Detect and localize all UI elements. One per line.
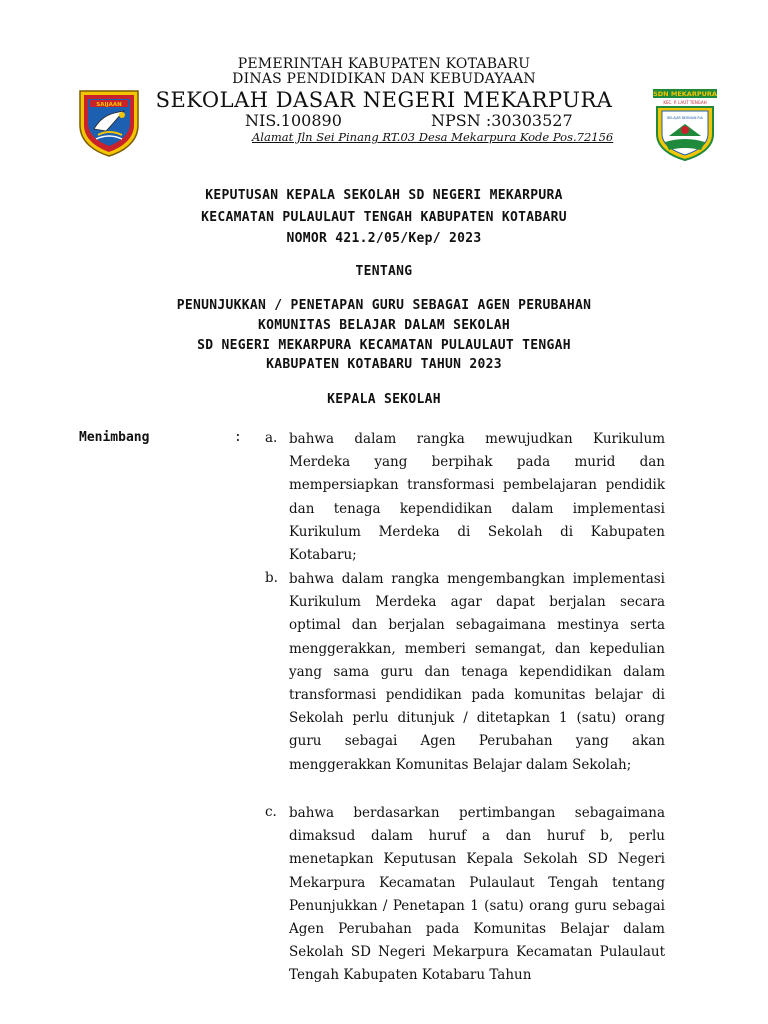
kepala-sekolah-heading: KEPALA SEKOLAH <box>327 392 441 407</box>
letterhead-government: PEMERINTAH KABUPATEN KOTABARU <box>237 56 531 72</box>
decree-title-line2: KECAMATAN PULAULAUT TENGAH KABUPATEN KOTABARU <box>201 210 567 225</box>
subject-line1: PENUNJUKKAN / PENETAPAN GURU SEBAGAI AGEN PERUBAHAN <box>176 298 592 313</box>
item-c-marker: c. <box>265 804 277 820</box>
subject-line3: SD NEGERI MEKARPURA KECAMATAN PULAULAUT TENGAH <box>197 338 571 353</box>
decree-title-line1: KEPUTUSAN KEPALA SEKOLAH SD NEGERI MEKARPURA <box>205 188 563 203</box>
item-c-text: bahwa berdasarkan pertimbangan sebagaimana dimaksud dalam huruf a dan huruf b, perlu menetapkan Keputusan Kepala Sekolah SD Negeri Mekarpura Kecamatan Pulaulaut Tengah tentang Penunjukkan / Penetapan 1 (satu) orang guru sebagai Agen Perubahan pada Komunitas Belajar dalam Sekolah SD Negeri Mekarpura Kecamatan Pulaulaut Tengah Kabupaten Kotabaru Tahun <box>289 805 665 984</box>
item-a-text: bahwa dalam rangka mewujudkan Kurikulum Merdeka yang berpihak pada murid dan mempersiapkan transformasi pembelajaran pendidik dan tenaga kependidikan dalam implementasi Kurikulum Merdeka di Sekolah di Kabupaten Kotabaru; <box>289 431 665 564</box>
item-b-marker: b. <box>265 570 278 586</box>
right-logo-motto: BELAJAR BERMAIN RIA <box>667 116 703 120</box>
letterhead-department: DINAS PENDIDIKAN DAN KEBUDAYAAN <box>232 71 536 87</box>
school-emblem-icon <box>651 88 719 162</box>
item-a-marker: a. <box>265 430 278 446</box>
right-logo-title: SDN MEKARPURA <box>653 90 717 98</box>
decree-number: NOMOR 421.2/05/Kep/ 2023 <box>286 231 482 246</box>
letterhead-npsn: NPSN :30303527 <box>431 111 573 130</box>
letterhead <box>0 52 768 172</box>
letterhead-school-name: SEKOLAH DASAR NEGERI MEKARPURA <box>155 88 613 112</box>
subject-line2: KOMUNITAS BELAJAR DALAM SEKOLAH <box>258 318 510 333</box>
right-logo-subtitle: KEC. P. LAUT TENGAH <box>663 100 707 105</box>
menimbang-label: Menimbang <box>79 430 150 445</box>
item-b-text: bahwa dalam rangka mengembangkan implementasi Kurikulum Merdeka agar dapat berjalan secara optimal dan berjalan sebagaimana mestinya serta menggerakkan, memberi semangat, dan kepedulian yang sama guru dan tenaga kependidikan dalam transformasi pendidikan pada komunitas belajar di Sekolah perlu ditunjuk / ditetapkan 1 (satu) orang guru sebagai Agen Perubahan yang akan menggerakkan Komunitas Belajar dalam Sekolah; <box>289 571 665 773</box>
subject-line4: KABUPATEN KOTABARU TAHUN 2023 <box>266 357 502 372</box>
letterhead-nis: NIS.100890 <box>245 111 342 130</box>
letterhead-address: Alamat Jln Sei Pinang RT.03 Desa Mekarpura Kode Pos.72156 <box>252 130 614 144</box>
menimbang-colon: : <box>234 430 242 445</box>
tentang-heading: TENTANG <box>355 264 413 279</box>
left-logo-text: SAIJAAN <box>96 102 122 108</box>
